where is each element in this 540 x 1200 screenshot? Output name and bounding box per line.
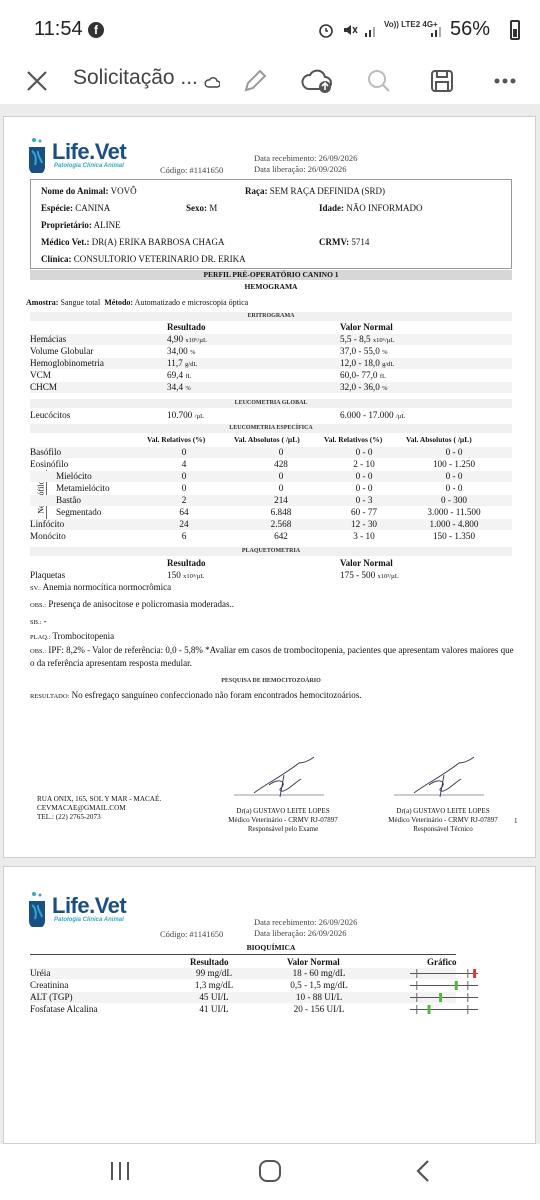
species-label: Espécie: — [41, 203, 73, 213]
bio-result: 99 mg/dL — [196, 968, 232, 978]
race-value: SEM RAÇA DEFINIDA (SRD) — [269, 186, 386, 196]
sb-note — [30, 616, 520, 629]
status-bar — [0, 0, 540, 58]
erythro-ref-value: 5,5 - 8,5 — [340, 334, 371, 344]
erythro-result — [167, 370, 192, 380]
vet — [41, 237, 225, 247]
leuco-ref-value: 6.000 - 17.000 — [340, 410, 394, 420]
bio-range-chart — [410, 1005, 478, 1014]
bio-range-chart — [410, 981, 478, 990]
age-value: NÃO INFORMADO — [346, 203, 423, 213]
erythro-ref — [340, 358, 394, 368]
patient-info-box — [30, 179, 512, 269]
diff-refabs: 100 - 1.250 — [432, 459, 476, 469]
clinic — [41, 254, 246, 264]
diff-refrel: 60 - 77 — [350, 507, 378, 517]
erythro-name: CHCM — [30, 382, 58, 392]
diff-refrel: 0 - 0 — [355, 447, 373, 457]
diff-refabs: 3.000 - 11.500 — [427, 507, 481, 517]
erythro-result — [167, 346, 195, 356]
diff-abs: 2.568 — [270, 519, 292, 529]
bio-normal-header: Valor Normal — [287, 957, 340, 967]
erythro-name: Hemoglobinometria — [30, 358, 104, 368]
result-header: Resultado — [167, 322, 206, 332]
hemocito-result-label: RESULTADO: — [30, 693, 70, 700]
race — [245, 186, 385, 196]
sig1-name: Dr(a) GUSTAVO LEITE LOPES — [236, 807, 330, 815]
bio-chart-header: Gráfico — [427, 957, 457, 967]
report-code-2: Código: #1141650 — [160, 929, 224, 939]
plaquetas-ref-value: 175 - 500 — [340, 570, 376, 580]
method-label: Método: — [104, 298, 134, 307]
owner-label: Proprietário: — [41, 220, 92, 230]
more-button[interactable] — [488, 64, 522, 98]
diff-rel: 2 — [181, 495, 187, 505]
network-label: Vo)) LTE2 4G+ — [384, 20, 438, 29]
normal-value-header: Valor Normal — [340, 322, 393, 332]
sex-label: Sexo: — [186, 203, 207, 213]
bio-ref: 10 - 88 UI/L — [295, 992, 343, 1002]
diff-name: Basófilo — [30, 447, 62, 457]
date-released-2: Data liberação: 26/09/2026 — [254, 928, 347, 938]
plaquetas-result-value: 150 — [167, 570, 181, 580]
erythro-name: Hemácias — [30, 334, 67, 344]
facebook-icon: f — [88, 22, 104, 38]
search-button[interactable] — [362, 64, 396, 98]
sb-value: - — [43, 616, 47, 626]
sig1-role: Responsável pelo Exame — [247, 825, 319, 833]
bio-range-chart — [410, 969, 478, 978]
more-icon — [493, 77, 517, 85]
diff-refrel: 2 - 10 — [353, 459, 375, 469]
system-nav-bar — [0, 1144, 540, 1200]
bioquimica-title: BIOQUÍMICA — [246, 943, 296, 952]
diff-rel: 24 — [179, 519, 189, 529]
bio-name: Uréia — [30, 968, 51, 978]
diff-rel: 0 — [181, 447, 187, 457]
sig2-name: Dr(a) GUSTAVO LEITE LOPES — [396, 807, 490, 815]
diff-refabs: 0 - 0 — [445, 471, 463, 481]
bio-result-header: Resultado — [190, 957, 229, 967]
owner — [41, 220, 121, 230]
leuco-name: Leucócitos — [30, 410, 71, 420]
chart-value-marker — [455, 981, 458, 990]
sample-value: Sangue total — [60, 298, 101, 307]
crmv — [319, 237, 369, 247]
row-shade — [30, 382, 512, 393]
diff-header-refrel: Val. Relativos (%) — [324, 435, 383, 444]
lab-logo-icon-2 — [26, 891, 48, 927]
erythro-result-unit: % — [189, 349, 196, 356]
bio-range-chart — [410, 993, 478, 1002]
home-button[interactable] — [258, 1159, 282, 1183]
hemocito-result-value: No esfregaço sanguíneo confeccionado não foram encontrados hemocitozoários. — [71, 690, 362, 700]
crmv-value: 5714 — [351, 237, 370, 247]
animal-name-label: Nome do Animal: — [41, 186, 109, 196]
eritrograma-title: ERITROGRAMA — [30, 312, 512, 321]
erythro-ref — [340, 346, 388, 356]
plaq-label: PLAQ.: — [30, 634, 51, 641]
leuco-result — [167, 410, 204, 420]
profile-title: PERFIL PRÉ-OPERATÓRIO CANINO 1 — [30, 270, 512, 280]
erythro-name: VCM — [30, 370, 51, 380]
age-label: Idade: — [319, 203, 345, 213]
report-dates — [254, 153, 357, 175]
leuco-result-unit: /µL — [194, 413, 205, 420]
erythro-result-value: 69,4 — [167, 370, 184, 380]
save-icon — [429, 68, 455, 94]
bio-ref: 18 - 60 mg/dL — [292, 968, 346, 978]
bio-result: 1,3 mg/dL — [194, 980, 234, 990]
leuco-ref — [340, 410, 405, 420]
leuco-result-value: 10.700 — [167, 410, 193, 420]
signature-2 — [374, 755, 524, 799]
vet-value: DR(A) ERIKA BARBOSA CHAGA — [91, 237, 225, 247]
bio-name: ALT (TGP) — [30, 992, 73, 1002]
search-icon — [366, 68, 392, 94]
leuco-ref-unit: /µL — [395, 413, 406, 420]
diff-rel: 0 — [181, 471, 187, 481]
diff-refrel: 12 - 30 — [350, 519, 378, 529]
signal-icon — [364, 23, 378, 37]
diff-abs: 214 — [274, 495, 288, 505]
lab-logo-icon — [26, 137, 48, 173]
erythro-ref-unit: g/dL — [382, 361, 395, 368]
diff-abs: 0 — [278, 483, 284, 493]
chart-value-marker — [473, 969, 476, 978]
erythro-ref-value: 60,0- 77,0 — [340, 370, 378, 380]
species-value: CANINA — [75, 203, 111, 213]
document-page-1 — [3, 116, 536, 858]
obs-note-2 — [30, 645, 520, 669]
sample-label: Amostra: — [26, 298, 59, 307]
alarm-icon — [318, 22, 334, 38]
diff-abs: 428 — [274, 459, 288, 469]
report-dates-2 — [254, 917, 357, 939]
obs1-label: OBS.: — [30, 602, 47, 609]
erythro-result-value: 4,90 — [167, 334, 184, 344]
battery-icon — [510, 20, 520, 40]
erythro-ref — [340, 382, 388, 392]
recent-apps-button[interactable] — [108, 1160, 132, 1182]
bio-result: 45 UI/L — [199, 992, 229, 1002]
pen-icon — [242, 68, 268, 94]
bioquimica-rule — [30, 954, 456, 955]
lab-name-text-2: Life.Vet — [52, 893, 127, 918]
hemograma-title: HEMOGRAMA — [244, 282, 298, 291]
date-released: Data liberação: 26/09/2026 — [254, 164, 347, 174]
diff-abs: 6.848 — [270, 507, 292, 517]
erythro-result-unit: fL — [185, 373, 192, 380]
obs2-label: OBS.: — [30, 648, 47, 655]
erythro-ref-unit: fL — [379, 373, 386, 380]
cloud-upload-icon — [301, 67, 335, 95]
diff-name: Bastão — [56, 495, 82, 505]
diff-header-refabs: Val. Absolutos ( /µL) — [406, 435, 472, 444]
row-shade — [30, 334, 512, 345]
date-received-2: Data recebimento: 26/09/2026 — [254, 917, 358, 927]
diff-header-rel: Val. Relativos (%) — [147, 435, 206, 444]
signal-icon-2 — [430, 23, 444, 37]
erythro-ref-value: 37,0 - 55,0 — [340, 346, 380, 356]
diff-refrel: 0 - 0 — [355, 471, 373, 481]
diff-name: Linfócito — [30, 519, 65, 529]
chart-value-marker — [439, 993, 442, 1002]
erythro-ref — [340, 334, 394, 344]
erythro-ref-value: 12,0 - 18,0 — [340, 358, 380, 368]
lab-name-text: Life.Vet — [52, 139, 127, 164]
erythro-ref-unit: % — [382, 385, 388, 392]
sample-method — [26, 298, 248, 307]
erythro-result — [167, 382, 191, 392]
lab-logo-2 — [26, 885, 146, 931]
sig1-crmv: Médico Veterinário - CRMV RJ-07897 — [228, 816, 338, 824]
diff-name: Eosinófilo — [30, 459, 69, 469]
animal-name — [41, 186, 137, 196]
clinic-label: Clínica: — [41, 254, 72, 264]
diff-header-abs: Val. Absolutos ( /µL) — [234, 435, 300, 444]
crmv-label: CRMV: — [319, 237, 350, 247]
plaq-value: Trombocitopenia — [52, 631, 115, 641]
page-number: 1 — [514, 817, 518, 825]
sb-label: SB.: — [30, 619, 42, 626]
phone-line: TEL.: (22) 2765-2073 — [37, 813, 101, 821]
back-button[interactable] — [414, 1159, 432, 1183]
plaq-normal-header: Valor Normal — [340, 558, 393, 568]
species — [41, 203, 110, 213]
sex — [186, 203, 217, 213]
diff-refabs: 0 - 0 — [445, 447, 463, 457]
save-button[interactable] — [425, 64, 459, 98]
erythro-ref-value: 32,0 - 36,0 — [340, 382, 380, 392]
leucometria-especifica-title: LEUCOMETRIA ESPECÍFICA — [30, 424, 512, 433]
plaquetas-ref — [340, 570, 399, 580]
erythro-result-unit: g/dL — [185, 361, 198, 368]
erythro-result-unit: x10⁶/µL — [185, 337, 207, 344]
erythro-result-value: 34,4 — [167, 382, 184, 392]
diff-refrel: 3 - 10 — [353, 531, 375, 541]
erythro-name: Volume Globular — [30, 346, 94, 356]
document-title: Solicitação ... — [73, 66, 198, 89]
animal-name-value: VOVÔ — [110, 186, 137, 196]
cloud-upload-button[interactable] — [300, 64, 336, 98]
hemocito-result — [30, 690, 520, 703]
document-page-2 — [3, 866, 536, 1144]
edit-button[interactable] — [238, 64, 272, 98]
app-toolbar — [0, 58, 540, 104]
sv-note — [30, 582, 520, 595]
status-time: 11:54 — [34, 18, 83, 40]
erythro-ref-unit: % — [382, 349, 388, 356]
report-code: Código: #1141650 — [160, 165, 224, 175]
owner-value: ALINE — [93, 220, 121, 230]
lab-address — [37, 795, 161, 822]
diff-name: Monócito — [30, 531, 66, 541]
erythro-ref — [340, 370, 386, 380]
race-label: Raça: — [245, 186, 268, 196]
lab-logo — [26, 131, 146, 177]
clinic-value: CONSULTORIO VETERINARIO DR. ERIKA — [73, 254, 246, 264]
method-value: Automatizado e microscopia óptica — [134, 298, 249, 307]
diff-name: Metamielócito — [56, 483, 110, 493]
close-icon — [25, 69, 49, 93]
bio-ref: 20 - 156 UI/L — [293, 1004, 345, 1014]
close-button[interactable] — [20, 64, 54, 98]
bio-result: 41 UI/L — [199, 1004, 229, 1014]
document-viewer[interactable] — [0, 104, 540, 1144]
erythro-result-value: 34,00 — [167, 346, 188, 356]
diff-rel: 0 — [181, 483, 187, 493]
plaquetas-ref-unit: x10³/µL — [377, 573, 399, 580]
erythro-result — [167, 358, 197, 368]
bio-name: Fosfatase Alcalina — [30, 1004, 98, 1014]
erythro-ref-unit: x10⁶/µL — [372, 337, 395, 344]
mute-icon — [342, 22, 358, 38]
erythro-result — [167, 334, 207, 344]
leucometria-global-title: LEUCOMETRIA GLOBAL — [30, 399, 512, 408]
plaquetas-name: Plaquetas — [30, 570, 66, 580]
vet-label: Médico Vet.: — [41, 237, 90, 247]
lab-name-2 — [52, 893, 126, 919]
plaquetas-result-unit: x10³/µL — [183, 573, 205, 580]
plaquetas-result — [167, 570, 204, 580]
diff-refrel: 0 - 3 — [355, 495, 373, 505]
erythro-result-unit: % — [185, 385, 191, 392]
bio-name: Creatinina — [30, 980, 69, 990]
diff-abs: 0 — [278, 471, 284, 481]
plaquetometria-title: PLAQUETOMETRIA — [30, 547, 512, 556]
email-line: CEVMACAE@GMAIL.COM — [37, 804, 126, 812]
diff-rel: 6 — [181, 531, 187, 541]
diff-rel: 4 — [181, 459, 187, 469]
diff-abs: 642 — [274, 531, 288, 541]
chart-value-marker — [428, 1005, 431, 1014]
plaq-result-header: Resultado — [167, 558, 206, 568]
diff-refabs: 150 - 1.350 — [432, 531, 476, 541]
obs1-value: Presença de anisocitose e policromasia moderadas.. — [48, 599, 235, 609]
obs2-value: IPF: 8,2% - Valor de referência: 0,0 - 5,8% *Avaliar em casos de trombocitopenia, pacientes que apresentam valores maiores que o da referência apresentam resposta medular. — [30, 645, 514, 668]
sex-value: M — [209, 203, 218, 213]
date-received: Data recebimento: 26/09/2026 — [254, 153, 358, 163]
signature-2-text — [368, 807, 518, 834]
lab-name — [52, 139, 126, 165]
plaq-note — [30, 631, 520, 644]
diff-refabs: 0 - 300 — [440, 495, 468, 505]
signature-1 — [214, 755, 364, 799]
diff-rel: 64 — [179, 507, 189, 517]
sig2-crmv: Médico Veterinário - CRMV RJ-07897 — [388, 816, 498, 824]
diff-refrel: 0 - 0 — [355, 483, 373, 493]
age — [319, 203, 423, 213]
sv-value: Anemia normocítica normocrômica — [42, 582, 172, 592]
cloud-icon — [204, 76, 220, 88]
address-line: RUA ONIX, 165, SOL Y MAR - MACAÉ. — [37, 795, 162, 803]
diff-abs: 0 — [278, 447, 284, 457]
sv-label: SV.: — [30, 585, 41, 592]
sig2-role: Responsável Técnico — [413, 825, 473, 833]
hemocito-title: PESQUISA DE HEMOCITOZOÁRIO — [30, 677, 512, 686]
obs-note-1 — [30, 599, 520, 612]
diff-refabs: 0 - 0 — [445, 483, 463, 493]
diff-name: Segmentado — [56, 507, 102, 517]
battery-percent: 56% — [450, 18, 491, 40]
bio-ref: 0,5 - 1,5 mg/dL — [290, 980, 348, 990]
lab-subtitle-2: Patologia Clínica Animal — [54, 917, 124, 923]
diff-refabs: 1.000 - 4.800 — [429, 519, 479, 529]
signature-1-text — [208, 807, 358, 834]
diff-name: Mielócito — [56, 471, 92, 481]
lab-subtitle: Patologia Clínica Animal — [54, 163, 124, 169]
erythro-result-value: 11,7 — [167, 358, 183, 368]
